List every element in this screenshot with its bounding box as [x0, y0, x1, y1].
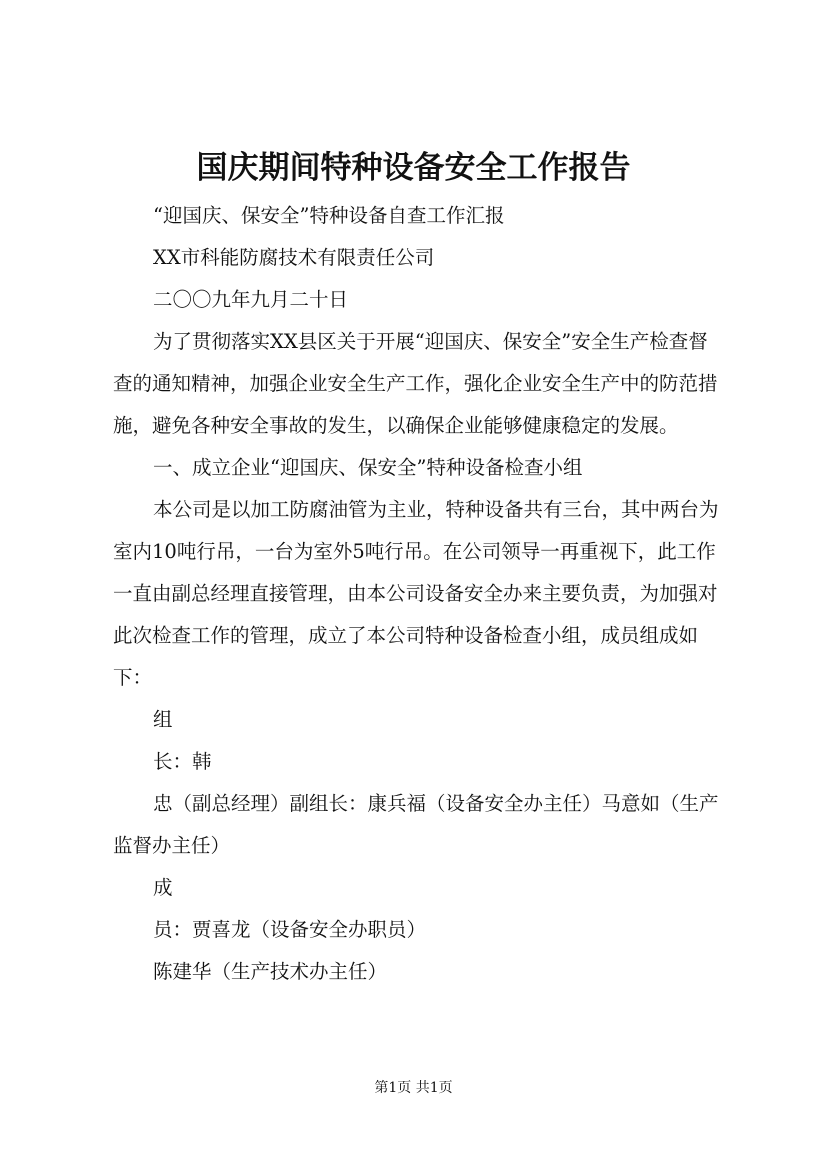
member-line-4: 成	[153, 876, 173, 899]
member-line-5: 员：贾喜龙（设备安全办职员）	[153, 918, 427, 941]
document-title: 国庆期间特种设备安全工作报告	[196, 150, 631, 186]
company-name: XX市科能防腐技术有限责任公司	[153, 246, 435, 269]
document-body	[113, 195, 725, 993]
report-date: 二〇〇九年九月二十日	[153, 288, 349, 311]
member-line-3: 忠（副总经理）副组长：康兵福（设备安全办主任）马意如（生产监督办主任）	[113, 792, 719, 857]
member-line-1: 组	[153, 708, 173, 731]
page-footer: 第1页 共1页	[374, 1080, 453, 1096]
intro-paragraph: 为了贯彻落实XX县区关于开展“迎国庆、保安全”安全生产检查督查的通知精神，加强企业安全生产工作，强化企业安全生产中的防范措施，避免各种安全事故的发生，以确保企业能够健康稳定的发展。	[113, 330, 718, 437]
member-line-2: 长：韩	[153, 750, 212, 773]
report-subtitle: “迎国庆、保安全”特种设备自查工作汇报	[153, 204, 505, 227]
company-overview-paragraph: 本公司是以加工防腐油管为主业，特种设备共有三台，其中两台为室内10吨行吊，一台为室外5吨行吊。在公司领导一再重视下，此工作一直由副总经理直接管理，由本公司设备安全办来主要负责，为加强对此次检查工作的管理，成立了本公司特种设备检查小组，成员组成如下：	[113, 498, 719, 689]
member-line-6: 陈建华（生产技术办主任）	[153, 960, 388, 983]
section-heading-1: 一、成立企业“迎国庆、保安全”特种设备检查小组	[153, 456, 583, 479]
